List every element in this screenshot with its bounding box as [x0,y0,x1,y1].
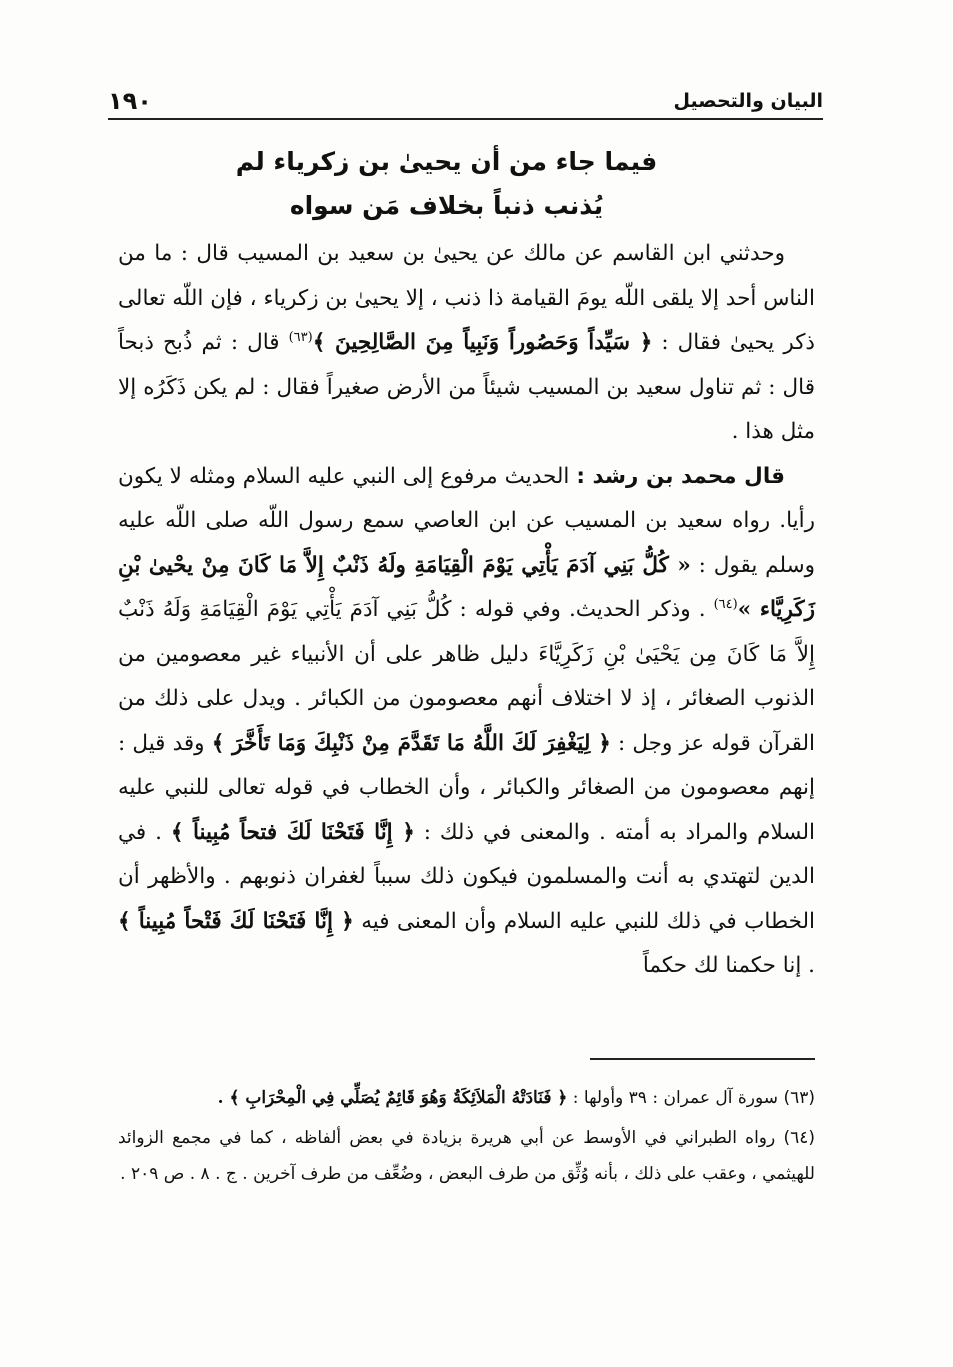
footnote-quran: ﴿ فَنَادَتْهُ الْمَلاَئِكَةُ وَهُوَ قَائِمٌ يُصَلِّي فِي الْمِحْرَابِ ﴾ . [217,1088,568,1108]
commentator-name: قال محمد بن رشد : [576,463,785,489]
paragraph-1 [118,232,815,455]
quran-quote-2: ﴿ إِنَّا فَتَحْنَا لَكَ فتحاً مُبِيناً ﴾ [170,819,415,845]
commentary-text: الحديث مرفوع إلى النبي عليه السلام ومثله لا يكون رأيا. رواه سعيد بن المسيب عن ابن العاصي سمع رسول اللّه صلى اللّه عليه وسلم يقول : [118,463,815,578]
commentary-text-cont-4: . إنا حكمنا لك حكماً [642,953,815,978]
page-number: ١٩٠ [108,87,152,115]
footnote-text: رواه الطبراني في الأوسط عن أبي هريرة بزيادة في بعض ألفاظه ، كما في مجمع الزوائد للهيثمي ، وعقب على ذلك ، بأنه وُثِّق من طرف البعض ، وضُعِّف من طرف آخرين . ج . ٨ . ص ٢٠٩ . [118,1128,815,1184]
paragraph-2 [118,455,815,989]
narration-text-cont: قال : ثم ذُبح ذبحاً قال : ثم تناول سعيد بن المسيب شيئاً من الأرض صغيراً فقال : لم يكن ذَكَرُه إلا مثل هذا . [118,330,815,444]
running-title: البيان والتحصيل [673,90,823,112]
footnotes [118,1080,815,1196]
chapter-title [180,140,713,228]
commentary-text-cont-2: وقد قيل : إنهم معصومون من الصغائر والكبائر ، وأن الخطاب في قوله تعالى للنبي عليه السلام والمراد به أمته . والمعنى في ذلك : [118,730,815,845]
footnote-marker-63: (٦٣) [288,329,313,345]
commentary-text-cont-3: . في الدين لتهتدي به أنت والمسلمون فيكون ذلك سبباً لغفران ذنوبهم . والأظهر أن الخطاب في ذلك للنبي عليه السلام وأن المعنى فيه [118,819,815,934]
footnote-number: (٦٣) [783,1088,815,1108]
hadith-quote: « كُلُّ بَنِي آدَمَ يَأْتِي يَوْمَ الْقِيَامَةِ ولَهُ ذَنْبٌ إِلاَّ مَا كَانَ مِنْ يحْيىٰ بْنِ زَكَرِيَّاء » [118,552,815,622]
footnote-63 [118,1080,815,1116]
quran-quote-1: ﴿ لِيَغْفِرَ لَكَ اللَّهُ مَا تَقَدَّمَ مِنْ ذَنْبِكَ وَمَا تَأَخَّرَ ﴾ [211,730,611,756]
narration-text: وحدثني ابن القاسم عن مالك عن يحيىٰ بن سعيد بن المسيب قال : ما من الناس أحد إلا يلقى اللّه يومَ القيامة ذا ذنب ، إلا يحيىٰ بن زكرياء ، فإن اللّه تعالى ذكر يحيىٰ فقال : [118,241,816,355]
footnote-marker-64: (٦٤) [713,596,738,612]
commentary-text-cont: . وذكر الحديث. وفي قوله : كُلُّ بَنِي آدَمَ يَأْتِي يَوْمَ الْقِيَامَةِ وَلَهُ ذَنْبٌ إِلاَّ مَا كَانَ مِن يَحْيَىٰ بْنِ زَكَرِيَّاءَ دليل ظاهر على أن الأنبياء غير معصومين من الذنوب الصغائر ، إذ لا اختلاف أنهم معصومون من الكبائر . ويدل على ذلك من القرآن قوله عز وجل : [118,597,816,756]
quran-quote-3: ﴿ إِنَّا فَتَحْنَا لَكَ فَتْحاً مُبِيناً ﴾ [118,908,354,934]
quran-quote: ﴿ سَيِّداً وَحَصُوراً وَنَبِياً مِنَ الصَّالِحِينَ ﴾ [312,330,653,355]
chapter-title-line-1: فيما جاء من أن يحيىٰ بن زكرياء لم [235,147,658,176]
footnote-64 [118,1120,815,1192]
footnote-separator [590,1058,815,1060]
page-header [108,84,823,120]
body-text [118,232,815,989]
footnote-text: سورة آل عمران : ٣٩ وأولها : [572,1088,779,1108]
footnote-number: (٦٤) [783,1128,815,1148]
chapter-title-line-2: يُذنب ذنباً بخلاف مَن سواه [289,191,604,220]
